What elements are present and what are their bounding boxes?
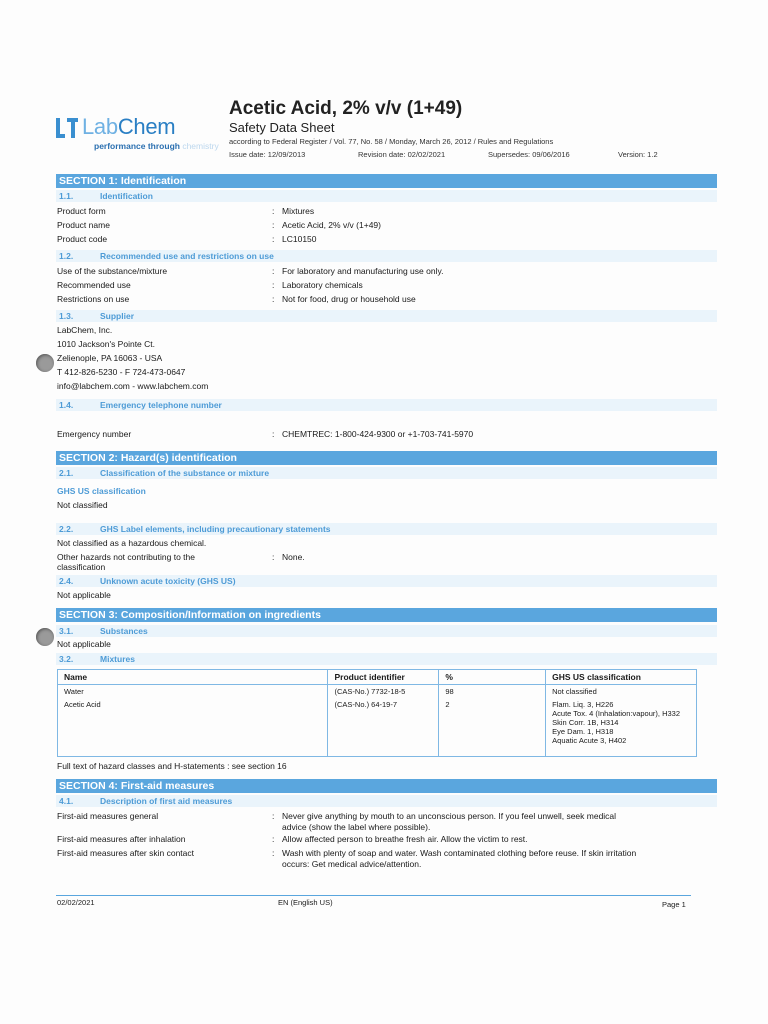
colon: : — [272, 220, 275, 230]
first-aid-skin-value-line2: occurs: Get medical advice/attention. — [282, 859, 422, 869]
product-form-value: Mixtures — [282, 206, 315, 216]
table-row — [58, 698, 697, 756]
not-classified-text: Not classified as a hazardous chemical. — [57, 538, 207, 548]
first-aid-inhalation-value: Allow affected person to breathe fresh air. Allow the victim to rest. — [282, 834, 528, 844]
colon: : — [272, 234, 275, 244]
supplier-city: Zelienople, PA 16063 - USA — [57, 353, 163, 363]
product-name-value: Acetic Acid, 2% v/v (1+49) — [282, 220, 381, 230]
other-hazards-label-line1: Other hazards not contributing to the — [57, 552, 195, 562]
emergency-value: CHEMTREC: 1-800-424-9300 or +1-703-741-5970 — [282, 429, 474, 439]
issue-date: Issue date: 12/09/2013 — [229, 150, 306, 159]
colon: : — [272, 429, 275, 439]
subsection-1-2: 1.2. Recommended use and restrictions on use — [56, 250, 717, 262]
colon: : — [272, 811, 275, 821]
supplier-name: LabChem, Inc. — [57, 325, 113, 335]
footer-language: EN (English US) — [278, 898, 333, 907]
cell-ghs: Not classified — [546, 685, 697, 699]
recommended-use-value: Laboratory chemicals — [282, 280, 363, 290]
first-aid-general-value-line2: advice (show the label where possible). — [282, 822, 431, 832]
subsection-1-4: 1.4. Emergency telephone number — [56, 399, 717, 411]
unknown-toxicity-value: Not applicable — [57, 590, 111, 600]
supersedes-date: Supersedes: 09/06/2016 — [488, 150, 570, 159]
subsection-2-2: 2.2. GHS Label elements, including precautionary statements — [56, 523, 717, 535]
header-percent: % — [439, 670, 546, 685]
product-name-label: Product name — [57, 220, 110, 230]
mixtures-table — [57, 669, 697, 757]
logo-tagline: performance through chemistry — [94, 141, 219, 151]
product-code-label: Product code — [57, 234, 108, 244]
first-aid-skin-label: First-aid measures after skin contact — [57, 848, 194, 858]
subsection-4-1: 4.1. Description of first aid measures — [56, 795, 717, 807]
use-label: Use of the substance/mixture — [57, 266, 168, 276]
other-hazards-value: None. — [282, 552, 305, 562]
product-code-value: LC10150 — [282, 234, 317, 244]
document-subtitle: Safety Data Sheet — [229, 120, 335, 135]
fulltext-note: Full text of hazard classes and H-statements : see section 16 — [57, 761, 287, 771]
binder-hole — [36, 354, 54, 372]
restrictions-label: Restrictions on use — [57, 294, 130, 304]
emergency-label: Emergency number — [57, 429, 132, 439]
colon: : — [272, 834, 275, 844]
ghs-classification-heading: GHS US classification — [57, 486, 146, 496]
cell-identifier: (CAS-No.) 7732-18-5 — [328, 685, 439, 699]
section-1-header: SECTION 1: Identification — [56, 174, 717, 188]
ghs-classification-value: Not classified — [57, 500, 108, 510]
subsection-2-4: 2.4. Unknown acute toxicity (GHS US) — [56, 575, 717, 587]
colon: : — [272, 266, 275, 276]
colon: : — [272, 280, 275, 290]
regulation-note: according to Federal Register / Vol. 77, No. 58 / Monday, March 26, 2012 / Rules and Regulations — [229, 137, 554, 146]
colon: : — [272, 206, 275, 216]
subsection-3-1: 3.1. Substances — [56, 625, 717, 637]
subsection-2-1: 2.1. Classification of the substance or mixture — [56, 467, 717, 479]
header-name: Name — [58, 670, 328, 685]
binder-hole — [36, 628, 54, 646]
labchem-logo — [56, 112, 224, 152]
table-row — [58, 685, 697, 699]
colon: : — [272, 294, 275, 304]
subsection-1-3: 1.3. Supplier — [56, 310, 717, 322]
restrictions-value: Not for food, drug or household use — [282, 294, 416, 304]
product-form-label: Product form — [57, 206, 106, 216]
subsection-3-2: 3.2. Mixtures — [56, 653, 717, 665]
recommended-use-label: Recommended use — [57, 280, 131, 290]
colon: : — [272, 848, 275, 858]
footer-date: 02/02/2021 — [57, 898, 95, 907]
substances-value: Not applicable — [57, 639, 111, 649]
use-value: For laboratory and manufacturing use only. — [282, 266, 444, 276]
footer-divider — [56, 895, 691, 896]
cell-percent: 98 — [439, 685, 546, 699]
cell-name: Acetic Acid — [58, 698, 328, 756]
section-3-header: SECTION 3: Composition/Information on ingredients — [56, 608, 717, 622]
first-aid-skin-value-line1: Wash with plenty of soap and water. Wash contaminated clothing before reuse. If skin irritation — [282, 848, 637, 858]
supplier-street: 1010 Jackson's Pointe Ct. — [57, 339, 156, 349]
labchem-logo-icon — [56, 118, 78, 138]
supplier-phone: T 412-826-5230 - F 724-473-0647 — [57, 367, 186, 377]
cell-percent: 2 — [439, 698, 546, 756]
section-4-header: SECTION 4: First-aid measures — [56, 779, 717, 793]
supplier-web[interactable]: info@labchem.com - www.labchem.com — [57, 381, 209, 391]
subsection-1-1: 1.1. Identification — [56, 190, 717, 202]
version: Version: 1.2 — [618, 150, 658, 159]
cell-ghs: Flam. Liq. 3, H226 Acute Tox. 4 (Inhalation:vapour), H332 Skin Corr. 1B, H314 Eye Dam. 1, H318 Aquatic Acute 3, H402 — [546, 698, 697, 756]
document-title: Acetic Acid, 2% v/v (1+49) — [229, 98, 463, 119]
first-aid-general-value-line1: Never give anything by mouth to an unconscious person. If you feel unwell, seek medical — [282, 811, 617, 821]
revision-date: Revision date: 02/02/2021 — [358, 150, 446, 159]
first-aid-inhalation-label: First-aid measures after inhalation — [57, 834, 186, 844]
header-product-identifier: Product identifier — [328, 670, 439, 685]
cell-name: Water — [58, 685, 328, 699]
section-2-header: SECTION 2: Hazard(s) identification — [56, 451, 717, 465]
first-aid-general-label: First-aid measures general — [57, 811, 159, 821]
footer-page-number: Page 1 — [662, 900, 686, 909]
logo-wordmark: LabChem — [82, 114, 176, 139]
colon: : — [272, 552, 275, 562]
table-header-row — [58, 670, 697, 685]
header-ghs-classification: GHS US classification — [546, 670, 697, 685]
other-hazards-label-line2: classification — [57, 562, 106, 572]
cell-identifier: (CAS-No.) 64-19-7 — [328, 698, 439, 756]
